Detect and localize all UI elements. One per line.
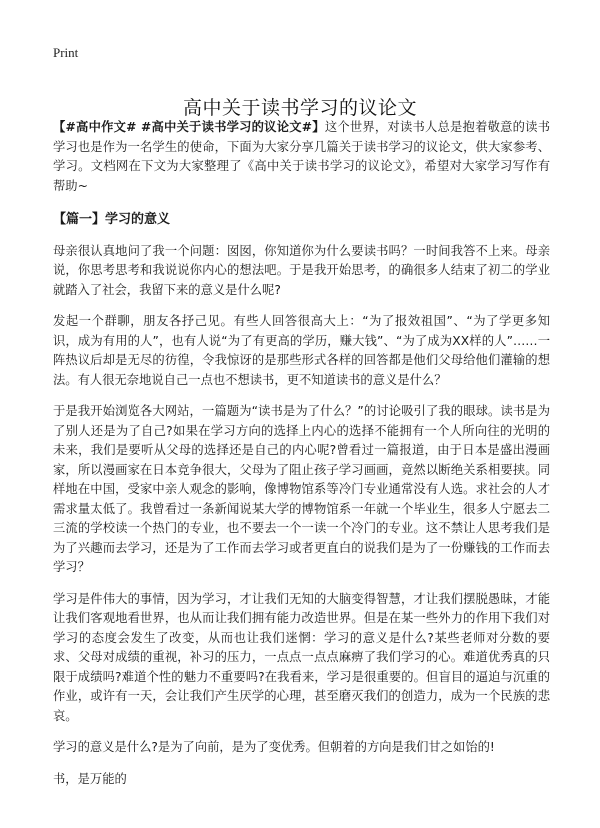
section-heading: 【篇一】学习的意义 bbox=[53, 212, 171, 227]
body-paragraph-5: 学习的意义是什么?是为了向前，是为了变优秀。但朝着的方向是我们甘之如饴的! bbox=[53, 740, 495, 754]
body-paragraph-6: 书，是万能的 bbox=[53, 771, 127, 786]
article-title: 高中关于读书学习的议论文 bbox=[182, 96, 417, 119]
article-body bbox=[53, 118, 550, 801]
body-paragraph-4: 学习是件伟大的事情，因为学习，才让我们无知的大脑变得智慧，才让我们摆脱愚昧，才能让我们客观地看世界，也从而让我们拥有能力改造世界。但是在某一些外力的作用下我们对学习的态度会发生了改变，从而也让我们迷惘：学习的意义是什么?某些老师对分数的要求、父母对成绩的重视，补习的压力，一点点一点点麻痹了我们学习的心。难道优秀真的只限于成绩吗?难道个性的魅力不重要吗?在我看来，学习是很重要的。但盲目的逼迫与沉重的作业，或许有一天，会让我们产生厌学的心理，甚至磨灭我们的创造力，成为一个民族的悲哀。 bbox=[53, 591, 550, 723]
body-paragraph-3: 于是我开始浏览各大网站，一篇题为“读书是为了什么？”的讨论吸引了我的眼球。读书是为了别人还是为了自己?如果在学习方向的选择上内心的选择不能拥有一个人所向往的光明的未来，我们是要听从父母的选择还是自己的内心呢?曾看过一篇报道，由于日本是盛出漫画家，所以漫画家在日本竞争很大，父母为了阻止孩子学习画画，竟然以断绝关系相要挟。同样地在中国，受家中亲人观念的影响，像博物馆系等冷门专业通常没有人选。求社会的人才需求量太低了。我曾看过一条新闻说某大学的博物馆系一年就一个毕业生，很多人宁愿去二三流的学校读一个热门的专业，也不要去一个一读一个冷门的专业。这不禁让人思考我们是为了兴趣而去学习，还是为了工作而去学习或者更直白的说我们是为了一份赚钱的工作而去学习？ bbox=[53, 404, 550, 574]
intro-tags: 【#高中作文# #高中关于读书学习的议论文#】 bbox=[53, 120, 325, 134]
body-paragraph-2: 发起一个群聊，朋友各抒己见。有些人回答很高大上：“为了报效祖国”、“为了学更多知识，成为有用的人”，也有人说“为了有更高的学历，赚大钱”、“为了成为XX样的人”……一阵热议后却是无尽的彷徨，令我惊讶的是那些形式各样的回答都是他们父母给他们灌输的想法。有人很无奈地说自己一点也不想读书，更不知道读书的意义是什么？ bbox=[53, 314, 550, 387]
intro-paragraph bbox=[53, 118, 550, 196]
body-paragraph-1: 母亲很认真地问了我一个问题：囡囡，你知道你为什么要读书吗？一时间我答不上来。母亲说，你思考思考和我说说你内心的想法吧。于是我开始思考，的确很多人结束了初二的学业就踏入了社会，我留下来的意义是什么呢? bbox=[53, 243, 550, 297]
print-link[interactable]: Print bbox=[53, 45, 79, 60]
intro-text: 这个世界，对读书人总是抱着敬意的读书学习也是作为一名学生的使命，下面为大家分享几篇关于读书学习的议论文，供大家参考、学习。文档网在下文为大家整理了《高中关于读书学习的议论文》，希望对大家学习写作有帮助~ bbox=[53, 120, 550, 193]
